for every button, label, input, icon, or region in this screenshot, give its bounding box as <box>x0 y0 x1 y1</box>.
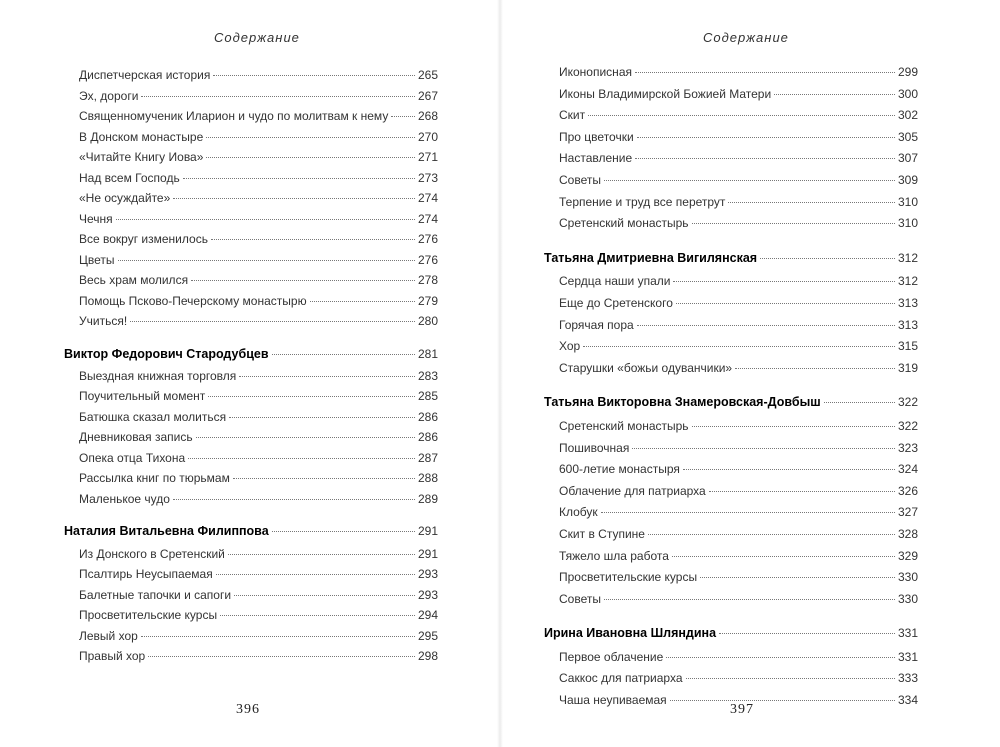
toc-entry-title: Виктор Федорович Стародубцев <box>64 346 269 361</box>
toc-entry-title: Иконописная <box>559 65 632 79</box>
toc-entry-page: 312 <box>897 274 918 289</box>
dot-leader <box>683 469 895 470</box>
toc-entry-page: 279 <box>417 293 438 308</box>
page-number: 397 <box>730 702 754 717</box>
dot-leader <box>692 426 895 427</box>
toc-entry <box>559 63 918 81</box>
toc-entry-page: 270 <box>417 129 438 144</box>
toc-entry <box>559 171 918 189</box>
toc-entry <box>559 417 918 435</box>
dot-leader <box>234 595 415 596</box>
toc-entry-title: Маленькое чудо <box>79 491 170 506</box>
running-head: Содержание <box>703 30 789 45</box>
dot-leader <box>196 437 415 438</box>
toc-entry-page: 299 <box>897 65 918 79</box>
dot-leader <box>700 577 895 578</box>
dot-leader <box>229 417 415 418</box>
dot-leader <box>604 599 895 600</box>
toc-entry-page: 278 <box>417 273 438 287</box>
toc-entry <box>79 189 438 207</box>
dot-leader <box>213 75 415 76</box>
toc-entry-page: 283 <box>417 368 438 383</box>
toc-author-entry <box>64 522 438 540</box>
toc-entry-page: 326 <box>897 483 918 498</box>
toc-entry <box>79 230 438 248</box>
dot-leader <box>635 158 895 159</box>
dot-leader <box>709 491 895 492</box>
toc-entry-page: 323 <box>897 440 918 455</box>
toc-entry-title: Левый хор <box>79 628 138 643</box>
toc-entry-page: 324 <box>897 462 918 477</box>
toc-entry-page: 295 <box>417 628 438 643</box>
toc-entry-page: 322 <box>897 418 918 433</box>
dot-leader <box>632 448 895 449</box>
toc-entry-page: 331 <box>897 626 918 641</box>
toc-entry-title: «Не осуждайте» <box>79 191 171 205</box>
dot-leader <box>672 556 895 557</box>
toc-entry <box>559 568 918 586</box>
dot-leader <box>191 280 415 281</box>
toc-entry <box>559 460 918 478</box>
toc-entry-page: 265 <box>417 68 438 82</box>
dot-leader <box>735 368 895 369</box>
toc-entry-page: 313 <box>897 317 918 332</box>
toc-entry-page: 288 <box>417 471 438 486</box>
toc-entry-page: 274 <box>417 191 438 205</box>
toc-entry-title: Поучительный момент <box>79 389 206 404</box>
toc-entry-page: 319 <box>897 360 918 375</box>
toc-entry <box>79 469 438 487</box>
toc-entry <box>79 169 438 187</box>
toc-entry-page: 313 <box>897 295 918 310</box>
toc-entry-title: 600-летие монастыря <box>559 462 680 477</box>
toc-entry-title: Еще до Сретенского <box>559 295 673 310</box>
toc-entry-title: Горячая пора <box>559 317 634 332</box>
toc-entry <box>79 606 438 624</box>
toc-entry-page: 302 <box>897 108 918 123</box>
toc-entry-page: 280 <box>417 314 438 328</box>
dot-leader <box>666 657 895 658</box>
toc-entry-page: 293 <box>417 587 438 602</box>
toc-entry-title: Скит <box>559 108 586 123</box>
dot-leader <box>588 115 895 116</box>
toc-entry-page: 327 <box>897 505 918 520</box>
dot-leader <box>272 354 415 355</box>
toc-entry-title: Про цветочки <box>559 129 634 144</box>
dot-leader <box>310 301 415 302</box>
dot-leader <box>272 531 415 532</box>
toc-entry-title: Учиться! <box>79 314 128 328</box>
toc-entry <box>559 316 918 334</box>
toc-entry-title: Из Донского в Сретенский <box>79 546 225 561</box>
dot-leader <box>206 157 415 158</box>
toc-entry-page: 312 <box>897 250 918 265</box>
toc-entry-title: Диспетчерская история <box>79 68 211 82</box>
toc-entry-title: Весь храм молился <box>79 273 189 287</box>
dot-leader <box>391 116 415 117</box>
dot-leader <box>233 478 415 479</box>
toc-entry-title: Все вокруг изменилось <box>79 232 208 246</box>
toc-entry-page: 310 <box>897 216 918 231</box>
toc-entry-title: Советы <box>559 173 601 187</box>
toc-entry-page: 334 <box>897 693 918 708</box>
toc-entry-page: 330 <box>897 570 918 585</box>
toc-entry <box>559 359 918 377</box>
toc-entry-page: 289 <box>417 491 438 506</box>
toc-entry-title: Сретенский монастырь <box>559 418 689 433</box>
toc-entry <box>79 367 438 385</box>
toc-entry-title: Пошивочная <box>559 440 630 455</box>
toc-entry-title: Священномученик Иларион и чудо по молитвам к нему <box>79 109 389 123</box>
toc-entry-page: 276 <box>417 252 438 267</box>
toc-entry-page: 328 <box>897 526 918 541</box>
dot-leader <box>670 700 895 701</box>
dot-leader <box>601 512 895 513</box>
toc-entry-page: 287 <box>417 450 438 465</box>
toc-entry <box>559 272 918 290</box>
dot-leader <box>116 219 415 220</box>
toc-entry <box>559 669 918 687</box>
toc-entry-page: 268 <box>417 109 438 123</box>
toc-entry-page: 273 <box>417 170 438 185</box>
toc-entry <box>79 545 438 563</box>
toc-entry <box>559 525 918 543</box>
toc-author-entry <box>544 249 918 267</box>
toc-entry-title: Над всем Господь <box>79 170 180 185</box>
toc-entry-page: 281 <box>417 346 438 361</box>
toc-entry-page: 330 <box>897 591 918 606</box>
toc-author-entry <box>544 624 918 642</box>
dot-leader <box>130 321 415 322</box>
right-page <box>500 0 1000 747</box>
toc-entry-title: Чаша неупиваемая <box>559 693 667 708</box>
toc-entry <box>79 627 438 645</box>
dot-leader <box>728 202 895 203</box>
toc-entry-page: 271 <box>417 150 438 164</box>
toc-entry <box>559 106 918 124</box>
toc-entry-page: 267 <box>417 88 438 103</box>
toc-entry-title: Татьяна Викторовна Знамеровская-Довбыш <box>544 395 821 410</box>
toc-entry <box>79 66 438 84</box>
dot-leader <box>148 656 415 657</box>
toc-entry <box>559 214 918 232</box>
toc-entry-title: Помощь Псково-Печерскому монастырю <box>79 293 307 308</box>
toc-entry-title: Просветительские курсы <box>79 608 218 623</box>
toc-entry <box>79 408 438 426</box>
toc-entry-title: Татьяна Дмитриевна Вигилянская <box>544 250 758 265</box>
toc-entry-page: 293 <box>417 567 438 582</box>
toc-entry-title: Сердца наши упали <box>559 274 671 289</box>
toc-entry-title: Хор <box>559 339 581 354</box>
toc-entry-title: Скит в Ступине <box>559 526 645 541</box>
toc-entry <box>79 128 438 146</box>
dot-leader <box>188 458 415 459</box>
toc-entry-title: Ирина Ивановна Шляндина <box>544 626 717 641</box>
toc-entry-title: Опека отца Тихона <box>79 450 186 465</box>
toc-entry <box>559 294 918 312</box>
toc-entry-title: В Донском монастыре <box>79 129 204 144</box>
toc-entry <box>79 107 438 125</box>
toc-entry-title: Выездная книжная торговля <box>79 368 237 383</box>
toc-entry <box>559 193 918 211</box>
toc-entry-title: Цветы <box>79 252 115 267</box>
running-head: Содержание <box>214 30 300 45</box>
toc-entry <box>559 503 918 521</box>
toc-entry-page: 309 <box>897 173 918 187</box>
toc-entry-page: 322 <box>897 395 918 410</box>
toc-entry <box>559 590 918 608</box>
toc-entry-page: 300 <box>897 86 918 101</box>
toc-entry <box>79 271 438 289</box>
toc-author-entry <box>544 393 918 411</box>
toc-entry-page: 307 <box>897 151 918 166</box>
toc-entry-page: 315 <box>897 339 918 354</box>
toc-entry <box>79 565 438 583</box>
toc-entry <box>79 428 438 446</box>
toc-entry <box>79 312 438 330</box>
toc-entry-page: 333 <box>897 671 918 686</box>
toc-entry <box>559 85 918 103</box>
toc-entry <box>79 586 438 604</box>
dot-leader <box>648 534 895 535</box>
toc-entry-page: 294 <box>417 608 438 623</box>
toc-entry-title: Тяжело шла работа <box>559 548 669 563</box>
dot-leader <box>774 94 895 95</box>
toc-entry-title: Балетные тапочки и сапоги <box>79 587 232 602</box>
toc-entry <box>79 490 438 508</box>
toc-entry-title: Просветительские курсы <box>559 570 698 585</box>
dot-leader <box>635 72 895 73</box>
dot-leader <box>183 178 415 179</box>
toc-entry-title: Терпение и труд все перетрут <box>559 194 726 209</box>
toc-entry <box>559 547 918 565</box>
toc-entry-title: Эх, дороги <box>79 88 139 103</box>
toc-entry <box>79 148 438 166</box>
dot-leader <box>583 346 895 347</box>
dot-leader <box>228 554 415 555</box>
toc-author-entry <box>64 345 438 363</box>
dot-leader <box>211 239 415 240</box>
toc-entry-title: Чечня <box>79 211 113 226</box>
dot-leader <box>220 615 415 616</box>
toc-entry-page: 286 <box>417 430 438 445</box>
toc-entry-title: Батюшка сказал молиться <box>79 409 227 424</box>
toc-entry-page: 274 <box>417 211 438 226</box>
dot-leader <box>216 574 415 575</box>
toc-entry-title: Иконы Владимирской Божией Матери <box>559 86 772 101</box>
dot-leader <box>239 376 415 377</box>
dot-leader <box>637 137 895 138</box>
toc-entry <box>79 251 438 269</box>
dot-leader <box>604 180 895 181</box>
toc-entry-title: Наставление <box>559 151 633 166</box>
toc-entry-title: Наталия Витальевна Филиппова <box>64 524 269 539</box>
toc-entry <box>79 647 438 665</box>
toc-entry-page: 310 <box>897 194 918 209</box>
toc-entry-page: 331 <box>897 649 918 664</box>
toc-entry-title: Псалтирь Неусыпаемая <box>79 567 213 582</box>
toc-entry <box>79 210 438 228</box>
toc-entry <box>559 128 918 146</box>
dot-leader <box>141 96 415 97</box>
dot-leader <box>208 396 415 397</box>
toc-entry <box>79 292 438 310</box>
toc-entry-title: Клобук <box>559 505 598 520</box>
dot-leader <box>760 258 895 259</box>
toc-entry-title: Облачение для патриарха <box>559 483 706 498</box>
toc-entry-title: Дневниковая запись <box>79 430 193 445</box>
toc-entry-page: 276 <box>417 232 438 246</box>
toc-entry-page: 286 <box>417 409 438 424</box>
dot-leader <box>118 260 415 261</box>
toc-entry-title: Советы <box>559 591 601 606</box>
toc-entry <box>559 149 918 167</box>
page-number: 396 <box>236 702 260 717</box>
dot-leader <box>676 303 895 304</box>
toc-entry-title: «Читайте Книгу Иова» <box>79 150 204 164</box>
toc-entry <box>79 387 438 405</box>
dot-leader <box>673 281 895 282</box>
dot-leader <box>719 633 895 634</box>
toc-entry <box>79 87 438 105</box>
dot-leader <box>692 223 895 224</box>
toc-entry <box>559 648 918 666</box>
toc-entry-title: Правый хор <box>79 649 146 664</box>
dot-leader <box>824 402 895 403</box>
toc-entry-title: Сретенский монастырь <box>559 216 689 231</box>
toc-entry <box>559 439 918 457</box>
toc-entry-page: 291 <box>417 546 438 561</box>
dot-leader <box>173 198 415 199</box>
dot-leader <box>686 678 895 679</box>
toc-entry-page: 305 <box>897 129 918 144</box>
toc-entry-title: Первое облачение <box>559 649 664 664</box>
toc-entry-page: 298 <box>417 649 438 664</box>
toc-entry-page: 285 <box>417 389 438 404</box>
toc-entry-title: Старушки «божьи одуванчики» <box>559 360 733 375</box>
toc-entry-page: 329 <box>897 548 918 563</box>
toc-entry-page: 291 <box>417 524 438 539</box>
dot-leader <box>141 636 415 637</box>
toc-entry <box>559 482 918 500</box>
toc-entry-title: Рассылка книг по тюрьмам <box>79 471 230 486</box>
toc-entry-title: Саккос для патриарха <box>559 671 683 686</box>
dot-leader <box>206 137 415 138</box>
toc-entry <box>79 449 438 467</box>
toc-entry <box>559 337 918 355</box>
dot-leader <box>637 325 895 326</box>
dot-leader <box>173 499 415 500</box>
